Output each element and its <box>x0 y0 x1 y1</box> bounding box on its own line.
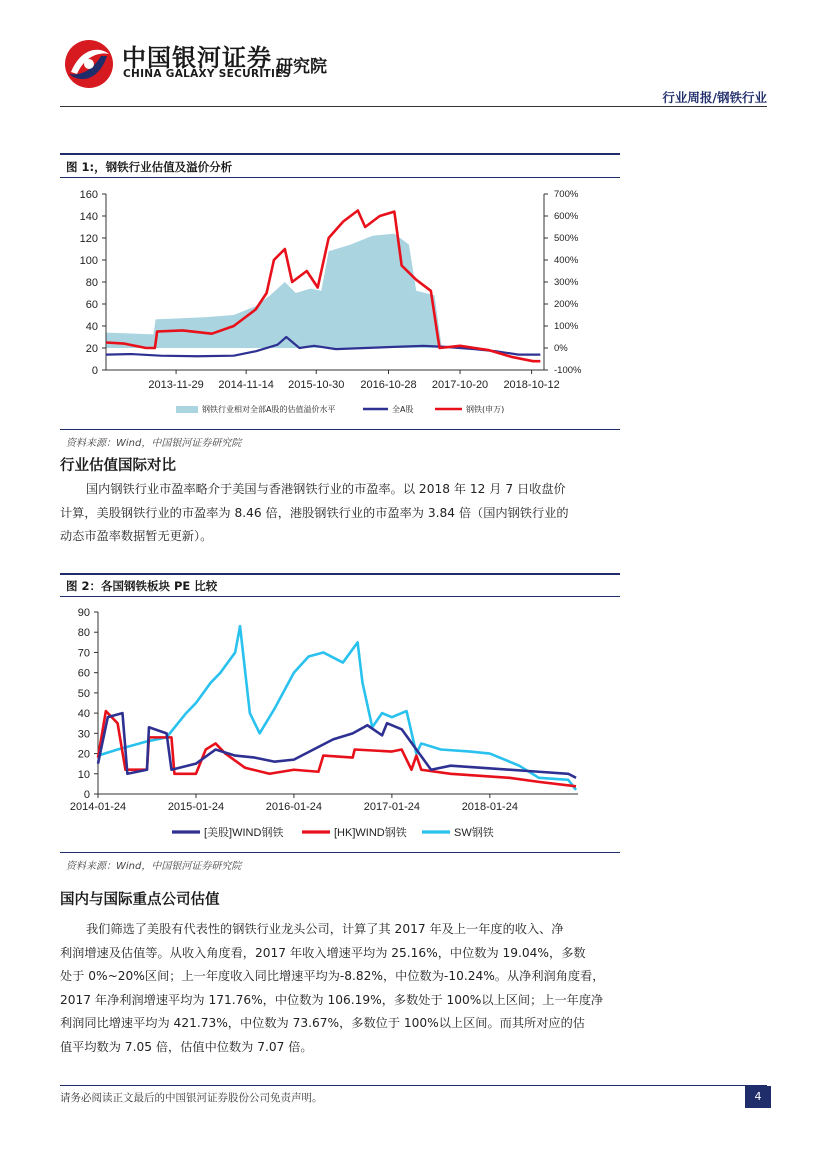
y-right-tick-label: 0% <box>554 343 568 354</box>
y-left-tick-label: 60 <box>85 299 98 311</box>
x-tick-label: 2013-11-29 <box>148 379 204 391</box>
y-right-tick-label: 600% <box>554 211 579 222</box>
y-left-tick-label: 80 <box>85 277 98 289</box>
institute-label: 研究院 <box>276 57 327 77</box>
y-left-tick-label: 20 <box>85 343 98 355</box>
figure2-bottom-rule <box>60 852 620 853</box>
figure1-chart <box>60 180 620 428</box>
section2-line-6: 值平均数为 7.05 倍，估值中位数为 7.07 倍。 <box>60 1039 313 1054</box>
legend-swatch-premium <box>176 406 198 413</box>
section1-line-2: 计算，美股钢铁行业的市盈率为 8.46 倍，港股钢铁行业的市盈率为 3.84 倍（国内钢铁行业的 <box>60 505 569 520</box>
y-tick-label: 80 <box>77 627 90 640</box>
y-left-tick-label: 40 <box>85 321 98 333</box>
x-tick-label: 2018-01-24 <box>461 801 518 813</box>
x-tick-label: 2014-11-14 <box>218 379 274 391</box>
section1-heading: 行业估值国际对比 <box>60 458 176 474</box>
logo-cn-text: 中国银河证券 <box>122 44 272 72</box>
figure1-title: 图 1:，钢铁行业估值及溢价分析 <box>66 160 233 174</box>
series-us-steel-line <box>98 713 576 778</box>
figure2-source: 资料来源：Wind，中国银河证券研究院 <box>66 861 242 872</box>
y-tick-label: 70 <box>77 647 90 660</box>
x-tick-label: 2016-10-28 <box>360 379 417 391</box>
y-tick-label: 20 <box>77 748 90 761</box>
x-tick-label: 2015-10-30 <box>288 379 345 391</box>
figure1-source: 资料来源：Wind，中国银河证券研究院 <box>66 438 242 449</box>
x-tick-label: 2017-01-24 <box>363 801 421 813</box>
figure2-title-rule <box>60 596 620 597</box>
legend-label-premium: 钢铁行业相对全部A股的估值溢价水平 <box>202 405 336 414</box>
figure2-chart <box>60 600 620 850</box>
y-tick-label: 10 <box>77 768 90 781</box>
x-tick-label: 2017-10-20 <box>431 379 489 391</box>
section2-line-5: 利润同比增速平均为 421.73%，中位数为 73.67%，多数位于 100%以上区间。而其所对应的估 <box>60 1016 585 1031</box>
logo-en-text: CHINA GALAXY SECURITIES <box>123 68 291 80</box>
y-tick-label: 90 <box>77 607 90 619</box>
y-right-tick-label: 700% <box>554 189 579 200</box>
figure2-top-rule <box>60 573 620 575</box>
section1-line-1: 国内钢铁行业市盈率略介于美国与香港钢铁行业的市盈率。以 2018 年 12 月 7 日收盘价 <box>86 482 566 496</box>
y-tick-label: 40 <box>77 708 90 721</box>
y-right-tick-label: -100% <box>554 365 582 376</box>
legend-label-hk: [HK]WIND钢铁 <box>334 827 407 839</box>
figure1-top-rule <box>60 153 620 155</box>
legend-label-steel: 钢铁(申万) <box>466 405 505 414</box>
footer-rule <box>60 1085 767 1086</box>
y-right-tick-label: 500% <box>554 233 579 244</box>
y-left-tick-label: 160 <box>79 189 98 201</box>
x-tick-label: 2015-01-24 <box>167 801 225 813</box>
x-tick-label: 2016-01-24 <box>265 801 323 813</box>
y-left-tick-label: 140 <box>79 211 98 223</box>
section1-line-3: 动态市盈率数据暂无更新）。 <box>60 529 213 544</box>
y-right-tick-label: 300% <box>554 277 579 288</box>
y-tick-label: 50 <box>77 687 90 700</box>
x-tick-label: 2014-01-24 <box>69 801 127 813</box>
section2-heading: 国内与国际重点公司估值 <box>60 892 220 908</box>
y-left-tick-label: 120 <box>79 233 98 245</box>
figure2-title: 图 2：各国钢铁板块 PE 比较 <box>66 579 218 593</box>
y-left-tick-label: 0 <box>91 365 98 377</box>
footer-disclaimer: 请务必阅读正文最后的中国银河证券股份公司免责声明。 <box>60 1092 323 1104</box>
header-rule <box>60 106 767 107</box>
report-type: 行业周报/钢铁行业 <box>662 90 767 105</box>
page-number: 4 <box>745 1086 771 1108</box>
legend-label-sw: SW钢铁 <box>454 827 494 839</box>
y-left-tick-label: 100 <box>79 255 98 267</box>
section2-line-1: 我们筛选了美股有代表性的钢铁行业龙头公司，计算了其 2017 年及上一年度的收入、净 <box>86 922 564 936</box>
section2-line-4: 2017 年净利润增速平均为 171.76%，中位数为 106.19%，多数处于 100%以上区间；上一年度净 <box>60 992 604 1007</box>
figure1-bottom-rule <box>60 429 620 430</box>
figure1-title-rule <box>60 177 620 178</box>
galaxy-logo-icon <box>63 38 115 90</box>
section2-paragraph <box>60 918 620 1060</box>
y-right-tick-label: 200% <box>554 299 579 310</box>
y-tick-label: 0 <box>83 789 90 801</box>
y-tick-label: 60 <box>77 667 90 680</box>
legend-label-all-a: 全A股 <box>392 405 414 414</box>
section2-line-3: 处于 0%~20%区间；上一年度收入同比增速平均为-8.82%，中位数为-10.24%。从净利润角度看， <box>60 969 605 984</box>
section2-line-2: 利润增速及估值等。从收入角度看，2017 年收入增速平均为 25.16%，中位数为 19.04%，多数 <box>60 945 586 960</box>
y-right-tick-label: 400% <box>554 255 579 266</box>
legend-label-us: [美股]WIND钢铁 <box>204 827 284 839</box>
y-right-tick-label: 100% <box>554 321 579 332</box>
y-tick-label: 30 <box>77 728 90 741</box>
header <box>0 0 827 110</box>
x-tick-label: 2018-10-12 <box>503 379 560 391</box>
section1-paragraph <box>60 478 620 549</box>
